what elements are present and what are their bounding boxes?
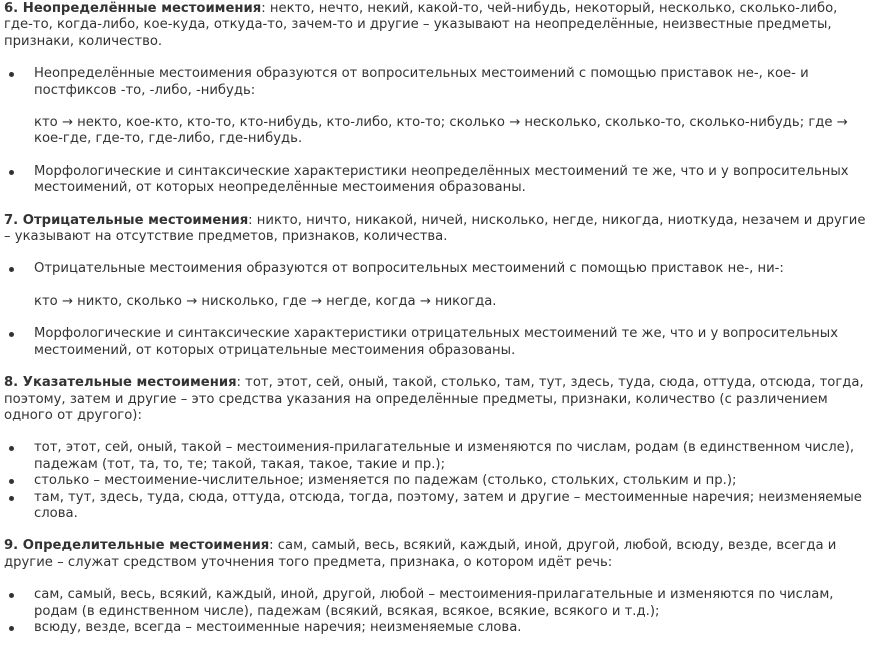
bullet-text: Морфологические и синтаксические характеристики отрицательных местоимений те же, что и у вопросительных местоимений, от которых отрицательные местоимения образованы. [34, 326, 839, 358]
list-item [34, 326, 870, 359]
list-item [34, 587, 870, 620]
section-6-heading: 6. Неопределённые местоимения [4, 1, 262, 16]
list-item [34, 473, 870, 489]
section-6-intro [4, 1, 870, 50]
list-item [34, 164, 870, 197]
section-9-intro [4, 538, 870, 571]
list-item [34, 440, 870, 473]
section-8-list [4, 440, 870, 522]
section-8-text: : тот, этот, сей, оный, такой, столько, там, тут, здесь, туда, сюда, оттуда, отсюда, тогда, поэтому, затем и другие – это средства указания на определённые предметы, признаки, количество (с различением одного от другого): [4, 375, 864, 423]
section-7-list [4, 261, 870, 359]
bullet-text: там, тут, здесь, туда, сюда, оттуда, отсюда, тогда, поэтому, затем и другие – местоименные наречия; неизменяемые слова. [34, 489, 862, 521]
section-6-text: : некто, нечто, некий, какой-то, чей-нибудь, некоторый, несколько, сколько-либо, где-то, когда-либо, кое-куда, откуда-то, зачем-то и другие – указывают на неопределённые, неизвестные предметы, признаки, количество. [4, 1, 838, 49]
bullet-example: кто → никто, сколько → нисколько, где → негде, когда → никогда. [34, 293, 497, 309]
bullet-text: Отрицательные местоимения образуются от вопросительных местоимений с помощью приставок не-, ни-: [34, 261, 784, 277]
bullet-text: сам, самый, весь, всякий, каждый, иной, другой, любой – местоимения-прилагательные и изменяются по числам, родам (в единственном числе), падежам (всякий, всякая, всякое, всякие, всякого и т.д.); [34, 587, 834, 619]
bullet-text: всюду, везде, всегда – местоименные наречия; неизменяемые слова. [34, 619, 522, 635]
list-item [34, 490, 870, 523]
section-9-list [4, 587, 870, 636]
section-9-heading: 9. Определительные местоимения [4, 538, 270, 554]
list-item [34, 620, 870, 636]
bullet-text: Неопределённые местоимения образуются от вопросительных местоимений с помощью приставок не-, кое- и постфиксов -то, -либо, -нибудь: [34, 66, 809, 98]
bullet-example: кто → некто, кое-кто, кто-то, кто-нибудь, кто-либо, кто-то; сколько → несколько, сколько-то, сколько-нибудь; где → кое-где, где-то, где-либо, где-нибудь. [34, 115, 848, 147]
bullet-text: Морфологические и синтаксические характеристики неопределённых местоимений те же, что и у вопросительных местоимений, от которых неопределённые местоимения образованы. [34, 163, 849, 196]
bullet-text: столько – местоимение-числительное; изменяется по падежам (столько, стольких, стольким и пр.); [34, 473, 737, 489]
section-9-text: : сам, самый, весь, всякий, каждый, иной, другой, любой, всюду, везде, всегда и другие – служат средством уточнения того предмета, признака, о котором идёт речь: [4, 538, 837, 570]
section-7-text: : никто, ничто, никакой, ничей, нисколько, негде, никогда, ниоткуда, незачем и другие – указывают на отсутствие предметов, признаков, количества. [4, 212, 866, 245]
section-8-intro [4, 375, 870, 424]
section-7-heading: 7. Отрицательные местоимения [4, 212, 249, 228]
list-item [34, 261, 870, 310]
section-8-heading: 8. Указательные местоимения [4, 375, 237, 391]
list-item [34, 66, 870, 148]
section-6-list [4, 66, 870, 196]
bullet-text: тот, этот, сей, оный, такой – местоимения-прилагательные и изменяются по числам, родам (в единственном числе), падежам (тот, та, то, те; такой, такая, такое, такие и пр.); [34, 440, 855, 472]
section-7-intro [4, 213, 870, 246]
